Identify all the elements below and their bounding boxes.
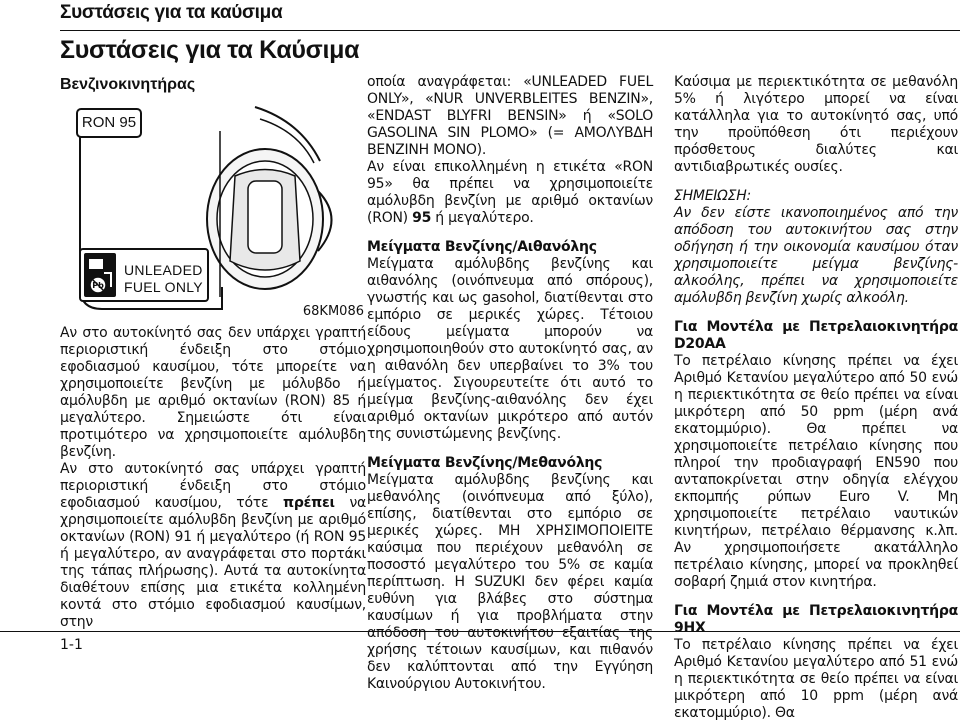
column-3 [674, 74, 958, 722]
heading-diesel-9hx: Για Μοντέλα με Πετρελαιοκινητήρα 9HX [674, 603, 958, 636]
column-1 [60, 325, 366, 631]
col3-paragraph-1: Καύσιμα με περιεκτικότητα σε μεθανόλη 5% ή λιγότερο μπορεί να είναι κατάλληλα για το αυτοκίνητό σας, υπό την προϋπόθεση ότι περιέχουν πρόσθετους διαλύτες και αντιδιαβρωτικές ουσίες. [674, 74, 958, 175]
col2-paragraph-2 [367, 159, 653, 227]
col2-p2-bold: 95 [412, 210, 432, 226]
header-divider [60, 30, 960, 31]
col1-p2-text-b: να χρησιμοποιείτε αμόλυβδη βενζίνη με αριθμό οκτανίων (RON) 91 ή μεγαλύτερο (ή RON 95 ή μεγαλύτερο, αν αναγράφεται στο πορτάκι της τάπας πλήρωσης). Αυτά τα αυτοκίνητα διαθέτουν επίσης μια ετικέτα κολλημένη κοντά στο στόμιο εφοδιασμού καυσίμων, στην [60, 495, 366, 630]
no-lead-icon [90, 277, 106, 293]
section-heading-petrol-engine: Βενζινοκινητήρας [60, 76, 196, 93]
fuel-filler-illustration [60, 101, 366, 319]
unleaded-label-line1: UNLEADED [124, 262, 203, 278]
heading-diesel-d20aa: Για Μοντέλα με Πετρελαιοκινητήρα D20AA [674, 319, 958, 352]
heading-petrol-methanol: Μείγματα Βενζίνης/Μεθανόλης [367, 455, 603, 471]
col1-p2-text-a: Αν στο αυτοκίνητό σας υπάρχει γραπτή περιοριστική ένδειξη στο στόμιο εφοδιασμού καυσίμου, τότε [60, 461, 366, 511]
col3-paragraph-2: Το πετρέλαιο κίνησης πρέπει να έχει Αριθμό Κετανίου μεγαλύτερο από 50 ενώ η περιεκτικότητα σε θείο πρέπει να είναι μικρότερη από 50 ppm (μέρη ανά εκατομμύριο). Θα πρέπει να χρησιμοποιείτε πετρέλαιο κίνησης που πληροί την προδιαγραφή EN590 που ανταποκρίνεται στην οδηγία ελέγχου εκπομπής ρύπων Euro V. Μη χρησιμοποιείτε πετρέλαιο ναυτικών κινητήρων, πετρέλαιο θέρμανσης κ.λπ. Αν χρησιμοποιήσετε ακατάλληλο πετρέλαιο κίνησης, μπορεί να προκληθεί σοβαρή ζημιά στον κινητήρα. [674, 353, 958, 590]
footer-divider [0, 631, 960, 632]
col1-paragraph-1: Αν στο αυτοκίνητό σας δεν υπάρχει γραπτή περιοριστική ένδειξη στο στόμιο εφοδιασμού καυσίμου, τότε μπορείτε να χρησιμοποιείτε βενζίνη με μόλυβδο ή αμόλυβδη με αριθμό οκτανίων (RON) 85 ή μεγαλύτερο. Σημειώστε ότι είναι προτιμότερο να χρησιμοποιείτε αμόλυβδη βενζίνη. [60, 325, 366, 460]
col2-paragraph-1: οποία αναγράφεται: «UNLEADED FUEL ONLY», «NUR UNVERBLEITES BENZIN», «ENDAST BLYFRI BENSIN» ή «SOLO GASOLINA SIN PLOMO» (= ΑΜΟΛΥΒΔΗ ΒΕΝΖΙΝΗ ΜΟΝΟ). [367, 74, 653, 158]
col1-p2-bold: πρέπει [283, 495, 335, 511]
page-title: Συστάσεις για τα Καύσιμα [60, 36, 360, 64]
running-header [0, 0, 960, 30]
svg-text:Pb: Pb [92, 281, 104, 290]
running-header-title: Συστάσεις για τα καύσιμα [60, 2, 283, 23]
col2-paragraph-3: Μείγματα αμόλυβδης βενζίνης και αιθανόλης (οινόπνευμα από σπόρους), γνωστής και ως gasohol, διατίθενται στο εμπόριο σε μερικές χώρες. Τέτοιου είδους μείγματα μπορούν να χρησιμοποιηθούν στο αυτοκίνητό σας, αν η αιθανόλη δεν υπερβαίνει το 3% του μείγματος. Σιγουρευτείτε ότι αυτό το μείγμα βενζίνης-αιθανόλης δεν έχει αριθμό οκτανίων μικρότερο από αυτόν της συνιστώμενης βενζίνης. [367, 256, 653, 442]
col2-p2-text-b: ή μεγαλύτερο. [431, 210, 534, 226]
page-number: 1-1 [60, 637, 83, 653]
column-2 [367, 74, 653, 693]
note-label: ΣΗΜΕΙΩΣΗ: [674, 188, 751, 204]
heading-petrol-ethanol: Μείγματα Βενζίνης/Αιθανόλης [367, 239, 597, 255]
figure-code: 68KM086 [302, 304, 364, 319]
unleaded-label-line2: FUEL ONLY [124, 279, 203, 295]
col1-paragraph-2 [60, 461, 366, 631]
fuel-filler-figure [60, 101, 366, 319]
col2-p2-text-a: Αν είναι επικολλημένη η ετικέτα «RON 95» θα πρέπει να χρησιμοποιείτε αμόλυβδη βενζίνη με αριθμό οκτανίων (RON) [367, 159, 653, 226]
ron-label-text: RON 95 [81, 114, 137, 131]
col2-paragraph-4: Μείγματα αμόλυβδης βενζίνης και μεθανόλης (οινόπνευμα από ξύλο), επίσης, διατίθενται στο εμπόριο σε μερικές χώρες. ΜΗ ΧΡΗΣΙΜΟΠΟΙΕΙΤΕ καύσιμα που περιέχουν μεθανόλη σε ποσοστό μεγαλύτερο του 5% σε καμία περίπτωση. Η SUZUKI δεν φέρει καμία ευθύνη για βλάβες στο σύστημα καυσίμων ή για προβλήματα στην απόδοση του αυτοκινήτου εξαιτίας της χρήσης τέτοιων καυσίμων, και πιθανόν δεν καλύπτονται από την Εγγύηση Καινούργιου Αυτοκινήτου. [367, 472, 653, 692]
note-text: Αν δεν είστε ικανοποιημένος από την απόδοση του αυτοκινήτου σας στην οδήγηση ή την οικονομία καυσίμου όταν χρησιμοποιείτε μείγμα βενζίνης-αλκοόλης, πρέπει να χρησιμοποιείτε αμόλυβδη βενζίνη χωρίς αλκοόλη. [674, 205, 958, 306]
col3-paragraph-3: Το πετρέλαιο κίνησης πρέπει να έχει Αριθμό Κετανίου μεγαλύτερο από 51 ενώ η περιεκτικότητα σε θείο πρέπει να είναι μικρότερη από 10 ppm (μέρη ανά εκατομμύριο). Θα [674, 637, 958, 721]
